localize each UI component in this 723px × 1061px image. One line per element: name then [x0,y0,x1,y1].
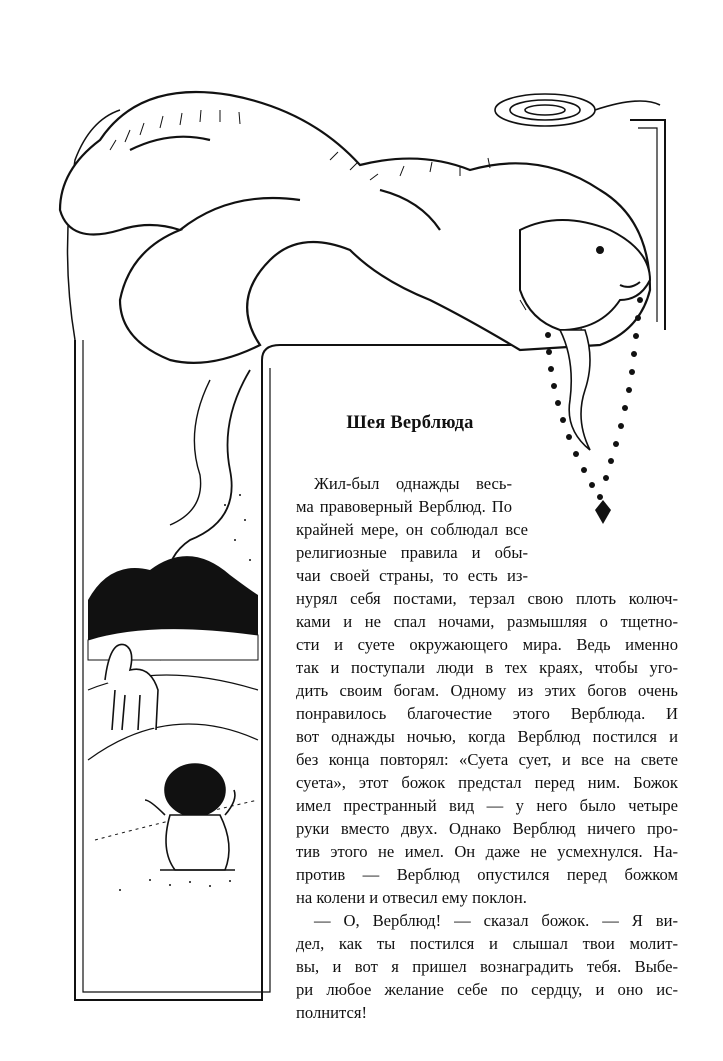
text-line: ками и не спал ночами, размышляя о тщетно- [296,612,678,631]
text-line: вы, и вот я пришел вознаградить тебя. Выбе- [296,957,678,976]
text-line: Жил-был однажды весь- [314,474,512,493]
swirl-ornament [495,94,660,126]
text-line: без конца повторял: «Суета сует, и все на свете [296,750,678,769]
text-line: против — Верблюд опустился перед божком [296,865,678,884]
text-line: полнится! [296,1003,367,1022]
text-line: тив этого не имел. Он даже не усмехнулся. На- [296,842,678,861]
text-line: нурял себя постами, терзал свою плоть колюч- [296,589,678,608]
text-line: ри любое желание себе по сердцу, и оно ис- [296,980,678,999]
text-line: сти и суете окружающего мира. Ведь именно [296,635,678,654]
text-line: на колени и отвесил ему поклон. [296,888,527,907]
text-line: так и поступали люди в тех краях, чтобы уго- [296,658,678,677]
text-line: понравилось благочестие этого Верблюда. И [296,704,678,723]
seated-child [145,764,235,870]
story-title: Шея Верблюда [346,413,474,433]
text-line: — О, Верблюд! — сказал божок. — Я ви- [314,911,678,930]
text-line: дел, как ты постился и слышал твои молит- [296,934,678,953]
text-line: крайней мере, он соблюдал все [296,520,528,539]
text-line: чаи своей страны, то есть из- [296,566,528,585]
text-line: религиозные правила и обы- [296,543,528,562]
text-line: имел престранный вид — у него было четыре [296,796,678,815]
text-line: дить своим богам. Одному из этих богов очень [296,681,678,700]
text-line: руки вместо двух. Однако Верблюд ничего про- [296,819,678,838]
text-line: вот однажды ночью, когда Верблюд постился и [296,727,678,746]
text-line: суета», этот божок предстал перед ним. Божок [296,773,678,792]
text-line: ма правоверный Верблюд. По [296,497,512,516]
